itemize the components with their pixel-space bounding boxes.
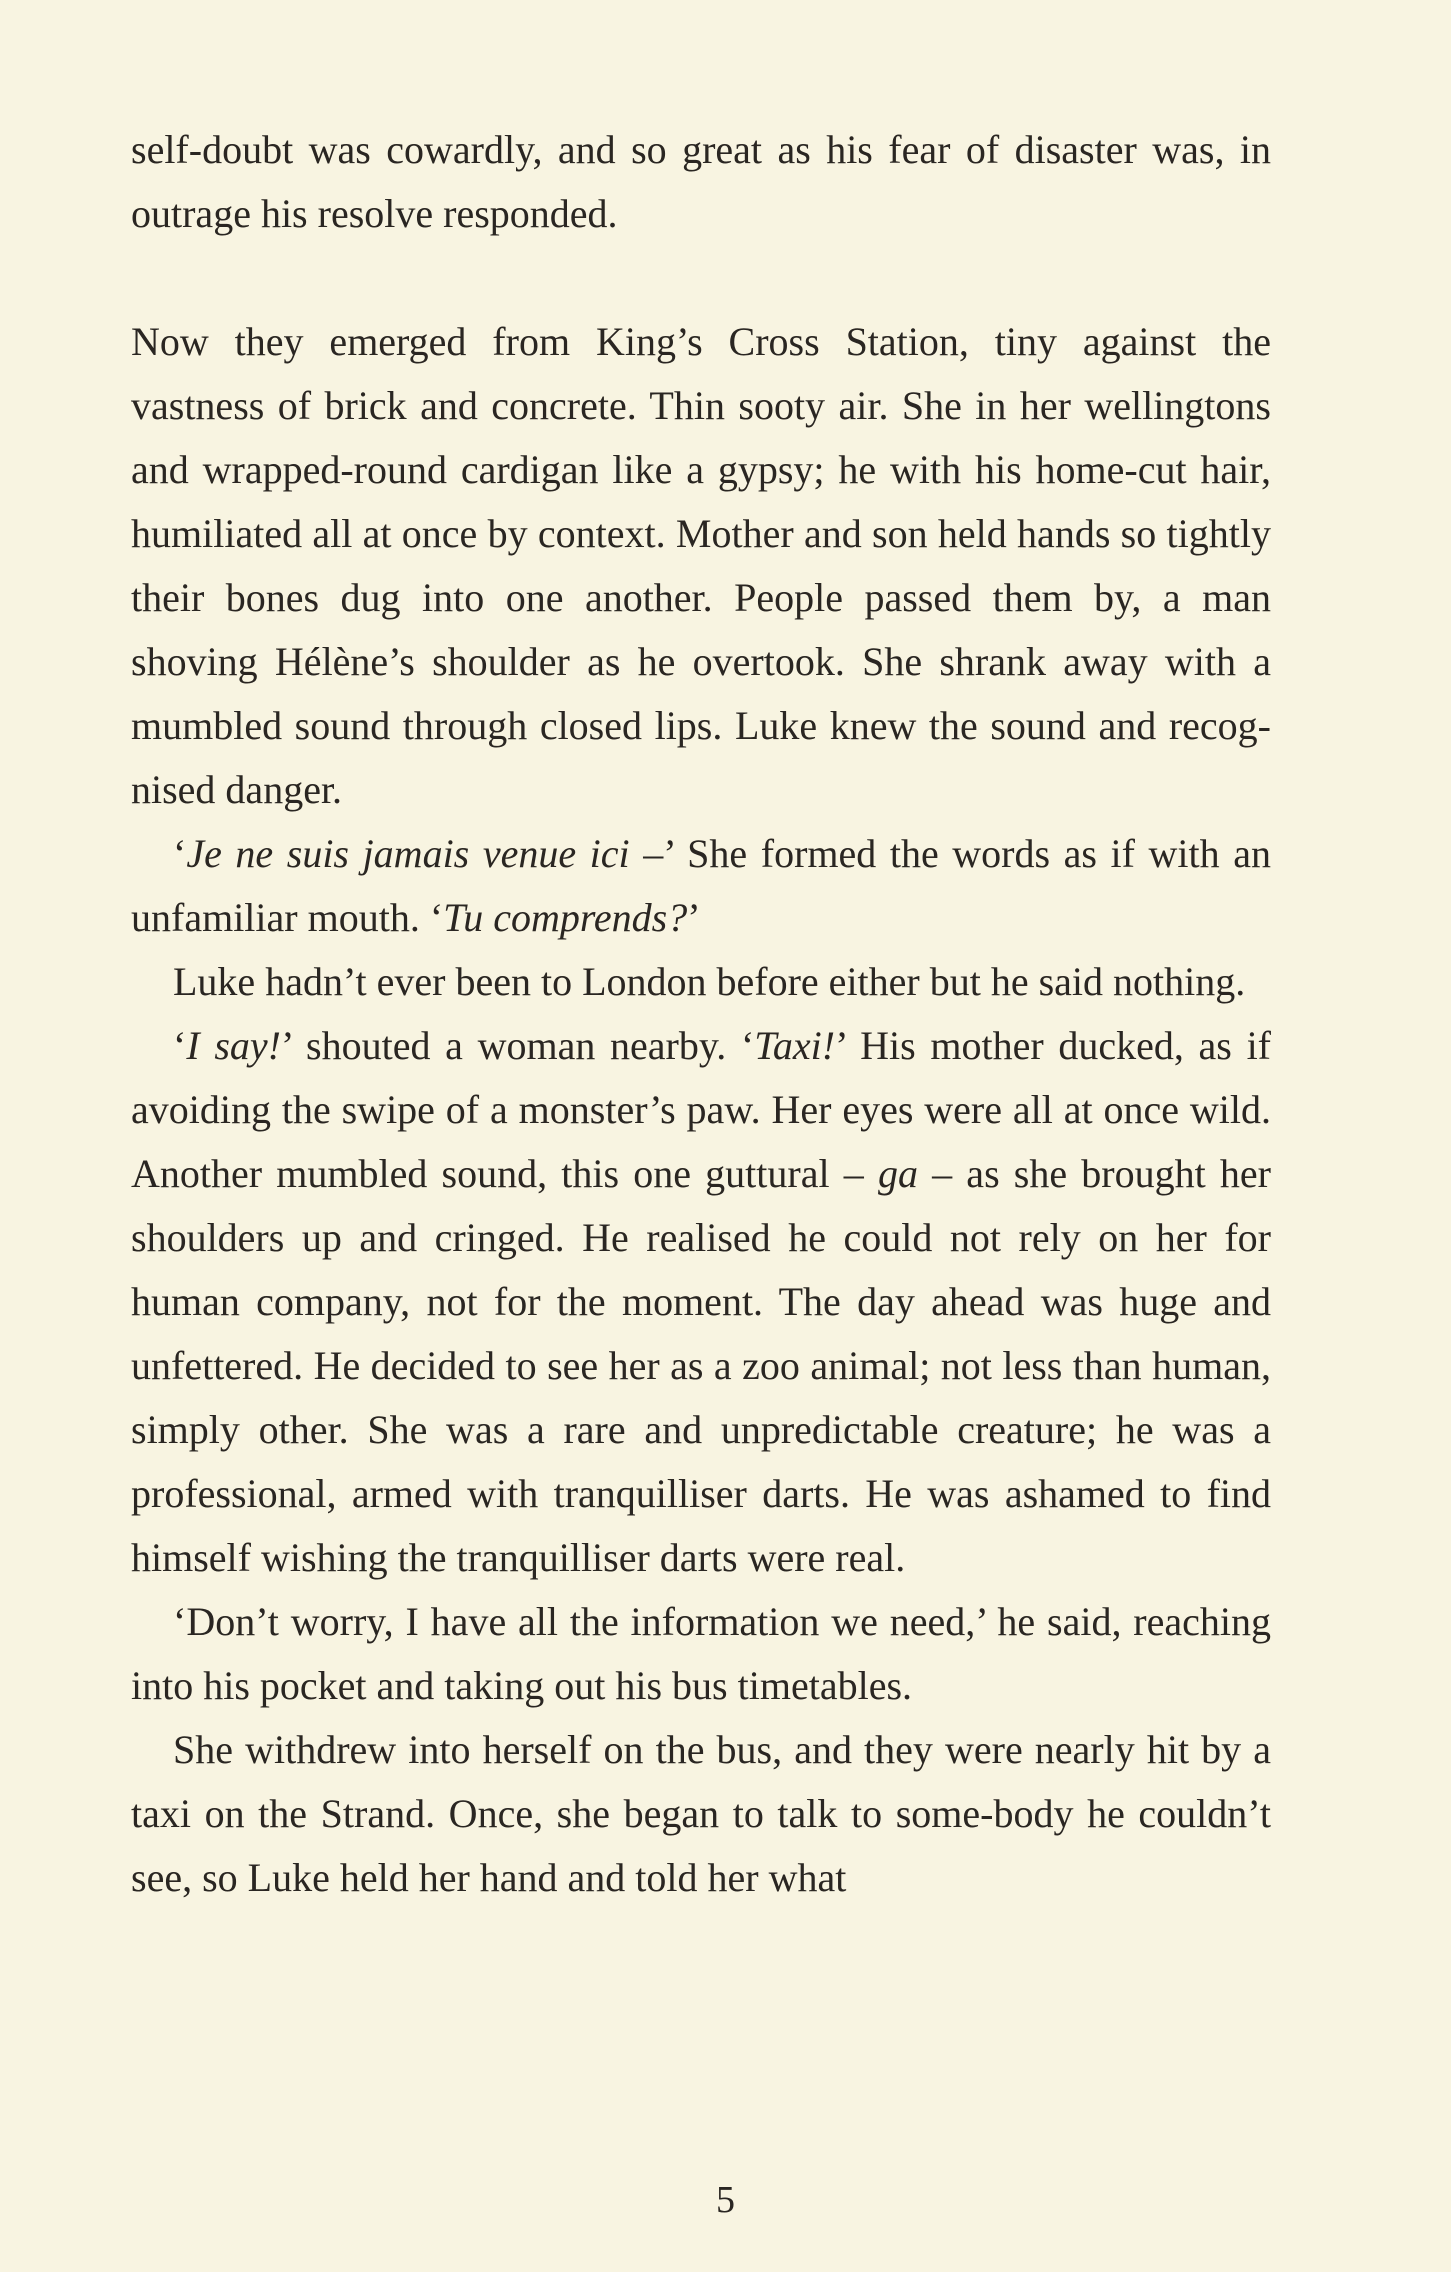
- paragraph: [131, 118, 1271, 246]
- text-run: ‘: [173, 831, 187, 876]
- text-run: She withdrew into herself on the bus, and they were nearly hit by a taxi on the Strand. Once, she began to talk to some-body he couldn’t see, so Luke held her hand and told her what: [131, 1727, 1271, 1900]
- paragraph: [131, 1718, 1271, 1910]
- paragraph: [131, 822, 1271, 950]
- text-run: ’ His mother ducked, as if avoiding the swipe of a monster’s paw. Her eyes were all at once wild. Another mumbled sound, this one guttural –: [131, 1023, 1272, 1196]
- italic-text: Taxi!: [754, 1023, 836, 1068]
- text-run: Luke hadn’t ever been to London before either but he said nothing.: [173, 959, 1246, 1004]
- italic-text: Tu comprends?: [443, 895, 688, 940]
- paragraph: [131, 950, 1271, 1014]
- page-number: 5: [716, 2179, 735, 2221]
- text-run: ’ shouted a woman nearby. ‘: [280, 1023, 755, 1068]
- text-run: Now they emerged from King’s Cross Station, tiny against the vastness of brick and concrete. Thin sooty air. She in her wellingtons and wrapped-round cardigan like a gypsy; he with his home-cut hair, humiliated all at once by context. Mother and son held hands so tightly their bones dug into one another. People passed them by, a man shoving Hélène’s shoulder as he overtook. She shrank away with a mumbled sound through closed lips. Luke knew the sound and recog-nised danger.: [131, 319, 1271, 812]
- text-run: ‘: [173, 1023, 187, 1068]
- italic-text: I say!: [186, 1023, 281, 1068]
- text-run: – as she brought her shoulders up and cringed. He realised he could not rely on her for human company, not for the moment. The day ahead was huge and unfettered. He decided to see her as a zoo animal; not less than human, simply other. She was a rare and unpredictable creature; he was a professional, armed with tranquilliser darts. He was ashamed to find himself wishing the tranquilliser darts were real.: [131, 1151, 1271, 1580]
- paragraph: [131, 1014, 1271, 1590]
- text-run: –’ She formed the words as if with an unfamiliar mouth. ‘: [131, 831, 1271, 940]
- paragraph: [131, 1590, 1271, 1718]
- text-run: self-doubt was cowardly, and so great as his fear of disaster was, in outrage his resolve responded.: [131, 127, 1271, 236]
- text-run: ‘Don’t worry, I have all the information we need,’ he said, reaching into his pocket and taking out his bus timetables.: [131, 1599, 1271, 1708]
- body-text: [131, 118, 1271, 1910]
- paragraph: [131, 310, 1271, 822]
- italic-text: ga: [877, 1151, 918, 1196]
- text-run: ’: [687, 895, 701, 940]
- italic-text: Je ne suis jamais venue ici: [186, 831, 630, 876]
